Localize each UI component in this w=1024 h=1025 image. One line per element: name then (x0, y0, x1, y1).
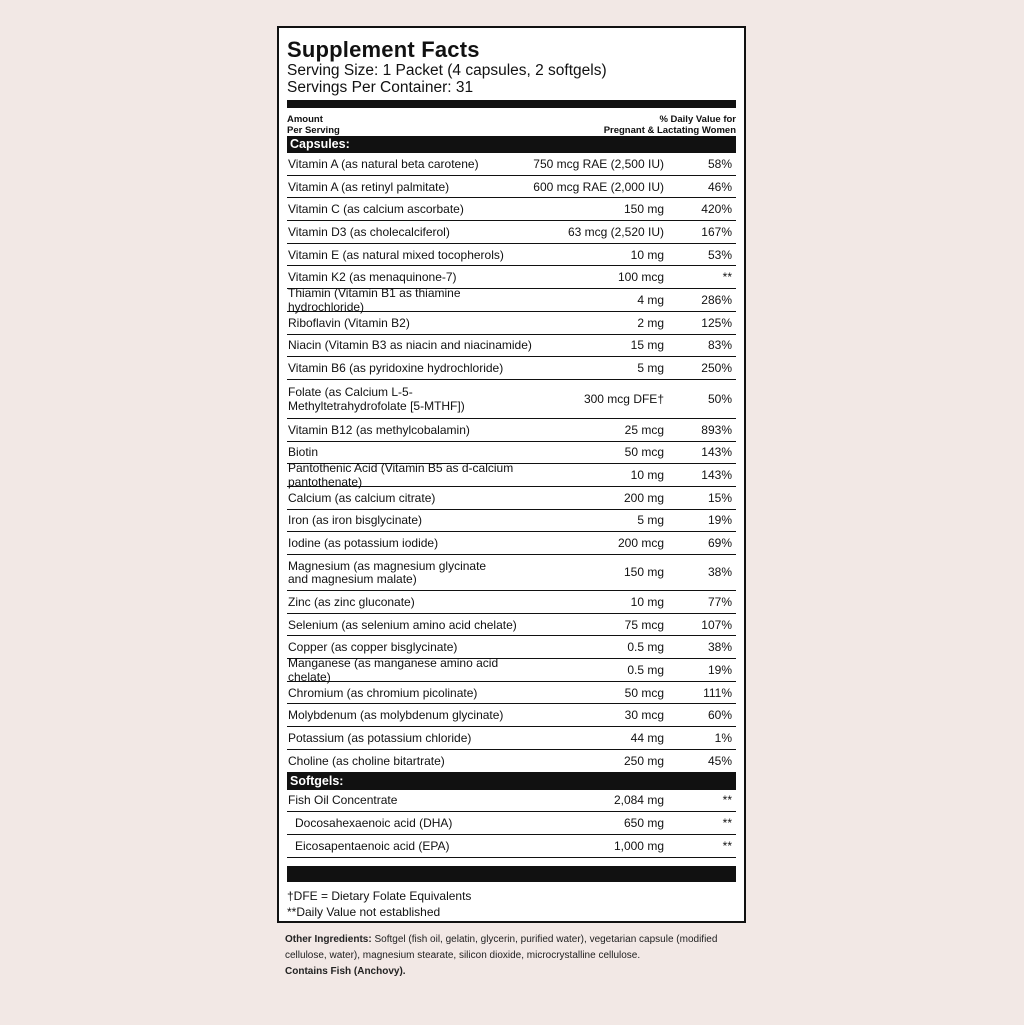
nutrient-amount: 30 mcg (624, 708, 664, 723)
nutrient-name: Vitamin B12 (as methylcobalamin) (288, 422, 470, 437)
table-row (287, 285, 736, 314)
nutrient-amount: 2 mg (637, 315, 664, 330)
footnote-dfe: †DFE = Dietary Folate Equivalents (287, 888, 472, 903)
table-row (287, 510, 736, 533)
nutrient-name: Selenium (as selenium amino acid chelate) (288, 617, 517, 632)
table-row (287, 312, 736, 335)
table-row (287, 153, 736, 176)
dv-header-line1: % Daily Value for (659, 114, 736, 125)
nutrient-name: Iron (as iron bisglycinate) (288, 513, 423, 528)
softgels-section-header: Softgels: (287, 773, 736, 790)
daily-value: 19% (707, 662, 732, 677)
dv-header (604, 114, 736, 136)
table-row (287, 532, 736, 555)
daily-value: 38% (707, 640, 732, 655)
nutrient-name: Vitamin B6 (as pyridoxine hydrochloride) (288, 361, 504, 376)
table-row (287, 419, 736, 442)
nutrient-name: Pantothenic Acid (Vitamin B5 as d-calcium pantothenate) (288, 461, 514, 490)
column-header (287, 108, 736, 136)
daily-value: 893% (701, 422, 732, 437)
nutrient-name: Folate (as Calcium L-5- Methyltetrahydrofolate [5-MTHF]) (288, 384, 465, 413)
nutrient-name: Vitamin A (as retinyl palmitate) (288, 179, 450, 194)
table-row (287, 835, 736, 858)
nutrient-name: Niacin (Vitamin B3 as niacin and niacinamide) (288, 338, 532, 353)
daily-value: 60% (707, 708, 732, 723)
daily-value: 50% (707, 391, 732, 406)
nutrient-name: Vitamin E (as natural mixed tocopherols) (288, 247, 504, 262)
daily-value: 143% (701, 445, 732, 460)
nutrient-amount: 75 mcg (624, 617, 664, 632)
nutrient-amount: 10 mg (630, 468, 664, 483)
table-row (287, 704, 736, 727)
nutrient-amount: 0.5 mg (627, 662, 664, 677)
nutrient-amount: 150 mg (623, 565, 664, 579)
nutrient-name: Biotin (288, 445, 319, 460)
nutrient-amount: 25 mcg (624, 422, 664, 437)
other-ingredients-text: Softgel (fish oil, gelatin, glycerin, purified water), vegetarian capsule (modified cellulose, water), magnesium stearate, silicon dioxide, microcrystalline cellulose. (285, 934, 718, 961)
nutrient-amount: 63 mcg (2,520 IU) (567, 224, 664, 239)
nutrient-name: Choline (as choline bitartrate) (288, 753, 445, 768)
softgels-table (287, 790, 736, 858)
daily-value: ** (722, 793, 732, 808)
daily-value: 107% (701, 617, 732, 632)
daily-value: 38% (707, 565, 732, 579)
nutrient-name: Magnesium (as magnesium glycinate and magnesium malate) (288, 558, 487, 586)
table-row (287, 335, 736, 358)
nutrient-name: Vitamin C (as calcium ascorbate) (288, 202, 464, 217)
daily-value: 58% (707, 156, 732, 171)
nutrient-amount: 250 mg (623, 753, 664, 768)
nutrient-name: Eicosapentaenoic acid (EPA) (295, 838, 450, 853)
nutrient-amount: 200 mcg (617, 536, 664, 551)
daily-value: 125% (701, 315, 732, 330)
daily-value: 250% (701, 361, 732, 376)
nutrient-amount: 2,084 mg (613, 793, 664, 808)
nutrient-name: Vitamin A (as natural beta carotene) (288, 156, 479, 171)
table-row (287, 244, 736, 267)
nutrient-amount: 10 mg (630, 247, 664, 262)
daily-value: 420% (701, 202, 732, 217)
nutrient-amount: 5 mg (637, 361, 664, 376)
table-row (287, 727, 736, 750)
table-row (287, 357, 736, 380)
divider-thick (287, 100, 736, 108)
daily-value: ** (722, 270, 732, 285)
nutrient-name: Docosahexaenoic acid (DHA) (295, 816, 453, 831)
amount-header (287, 114, 340, 136)
footnote-dv: **Daily Value not established (287, 904, 441, 919)
nutrient-amount: 100 mcg (617, 270, 664, 285)
daily-value: 1% (714, 730, 732, 745)
capsules-table (287, 153, 736, 773)
nutrient-amount: 44 mg (630, 730, 664, 745)
daily-value: 83% (707, 338, 732, 353)
amount-header-line1: Amount (287, 114, 323, 125)
serving-size: Serving Size: 1 Packet (4 capsules, 2 softgels) (287, 62, 607, 79)
table-row (287, 176, 736, 199)
other-ingredients (285, 932, 755, 980)
daily-value: 19% (707, 513, 732, 528)
table-row (287, 198, 736, 221)
nutrient-name: Zinc (as zinc gluconate) (288, 594, 415, 609)
table-row (287, 655, 736, 684)
daily-value: 45% (707, 753, 732, 768)
nutrient-amount: 5 mg (637, 513, 664, 528)
nutrient-amount: 1,000 mg (613, 838, 664, 853)
table-row (287, 750, 736, 773)
nutrient-name: Potassium (as potassium chloride) (288, 730, 472, 745)
table-row (287, 682, 736, 705)
daily-value: ** (722, 838, 732, 853)
panel-title: Supplement Facts (287, 37, 480, 62)
table-row (287, 790, 736, 813)
nutrient-name: Vitamin K2 (as menaquinone-7) (288, 270, 457, 285)
nutrient-name: Riboflavin (Vitamin B2) (288, 315, 410, 330)
daily-value: 143% (701, 468, 732, 483)
daily-value: 77% (707, 594, 732, 609)
nutrient-name: Chromium (as chromium picolinate) (288, 685, 478, 700)
divider-bottom (287, 866, 736, 882)
nutrient-amount: 50 mcg (624, 685, 664, 700)
daily-value: ** (722, 816, 732, 831)
supplement-facts-panel (277, 26, 746, 923)
nutrient-name: Copper (as copper bisglycinate) (288, 640, 458, 655)
table-row (287, 461, 736, 490)
nutrient-name: Thiamin (Vitamin B1 as thiamine hydrochloride) (288, 285, 461, 314)
nutrient-amount: 750 mcg RAE (2,500 IU) (533, 156, 664, 171)
nutrient-amount: 10 mg (630, 594, 664, 609)
nutrient-name: Vitamin D3 (as cholecalciferol) (288, 224, 450, 239)
nutrient-amount: 300 mcg DFE† (583, 391, 664, 406)
nutrient-amount: 50 mcg (624, 445, 664, 460)
table-row (287, 591, 736, 614)
other-ingredients-label: Other Ingredients: (285, 934, 372, 945)
dv-header-line2: Pregnant & Lactating Women (603, 125, 736, 136)
table-row (287, 221, 736, 244)
table-row (287, 812, 736, 835)
servings-per-container: Servings Per Container: 31 (287, 79, 474, 96)
nutrient-name: Calcium (as calcium citrate) (288, 490, 436, 505)
daily-value: 286% (701, 292, 732, 307)
table-row (287, 614, 736, 637)
nutrient-name: Fish Oil Concentrate (288, 793, 398, 808)
footnotes (287, 888, 736, 920)
table-row (287, 380, 736, 419)
nutrient-name: Molybdenum (as molybdenum glycinate) (288, 708, 504, 723)
table-row (287, 555, 736, 591)
daily-value: 15% (707, 490, 732, 505)
amount-header-line2: Per Serving (287, 125, 340, 136)
nutrient-amount: 15 mg (630, 338, 664, 353)
allergen-statement: Contains Fish (Anchovy). (285, 966, 406, 977)
nutrient-amount: 650 mg (623, 816, 664, 831)
nutrient-amount: 150 mg (623, 202, 664, 217)
nutrient-amount: 4 mg (637, 292, 664, 307)
capsules-section-header: Capsules: (287, 136, 736, 153)
nutrient-amount: 200 mg (623, 490, 664, 505)
nutrient-name: Manganese (as manganese amino acid chelate) (288, 655, 499, 684)
daily-value: 69% (707, 536, 732, 551)
nutrient-name: Iodine (as potassium iodide) (288, 536, 439, 551)
daily-value: 167% (701, 224, 732, 239)
table-row (287, 487, 736, 510)
daily-value: 46% (707, 179, 732, 194)
nutrient-amount: 600 mcg RAE (2,000 IU) (533, 179, 664, 194)
daily-value: 111% (703, 685, 732, 700)
nutrient-amount: 0.5 mg (627, 640, 664, 655)
daily-value: 53% (707, 247, 732, 262)
